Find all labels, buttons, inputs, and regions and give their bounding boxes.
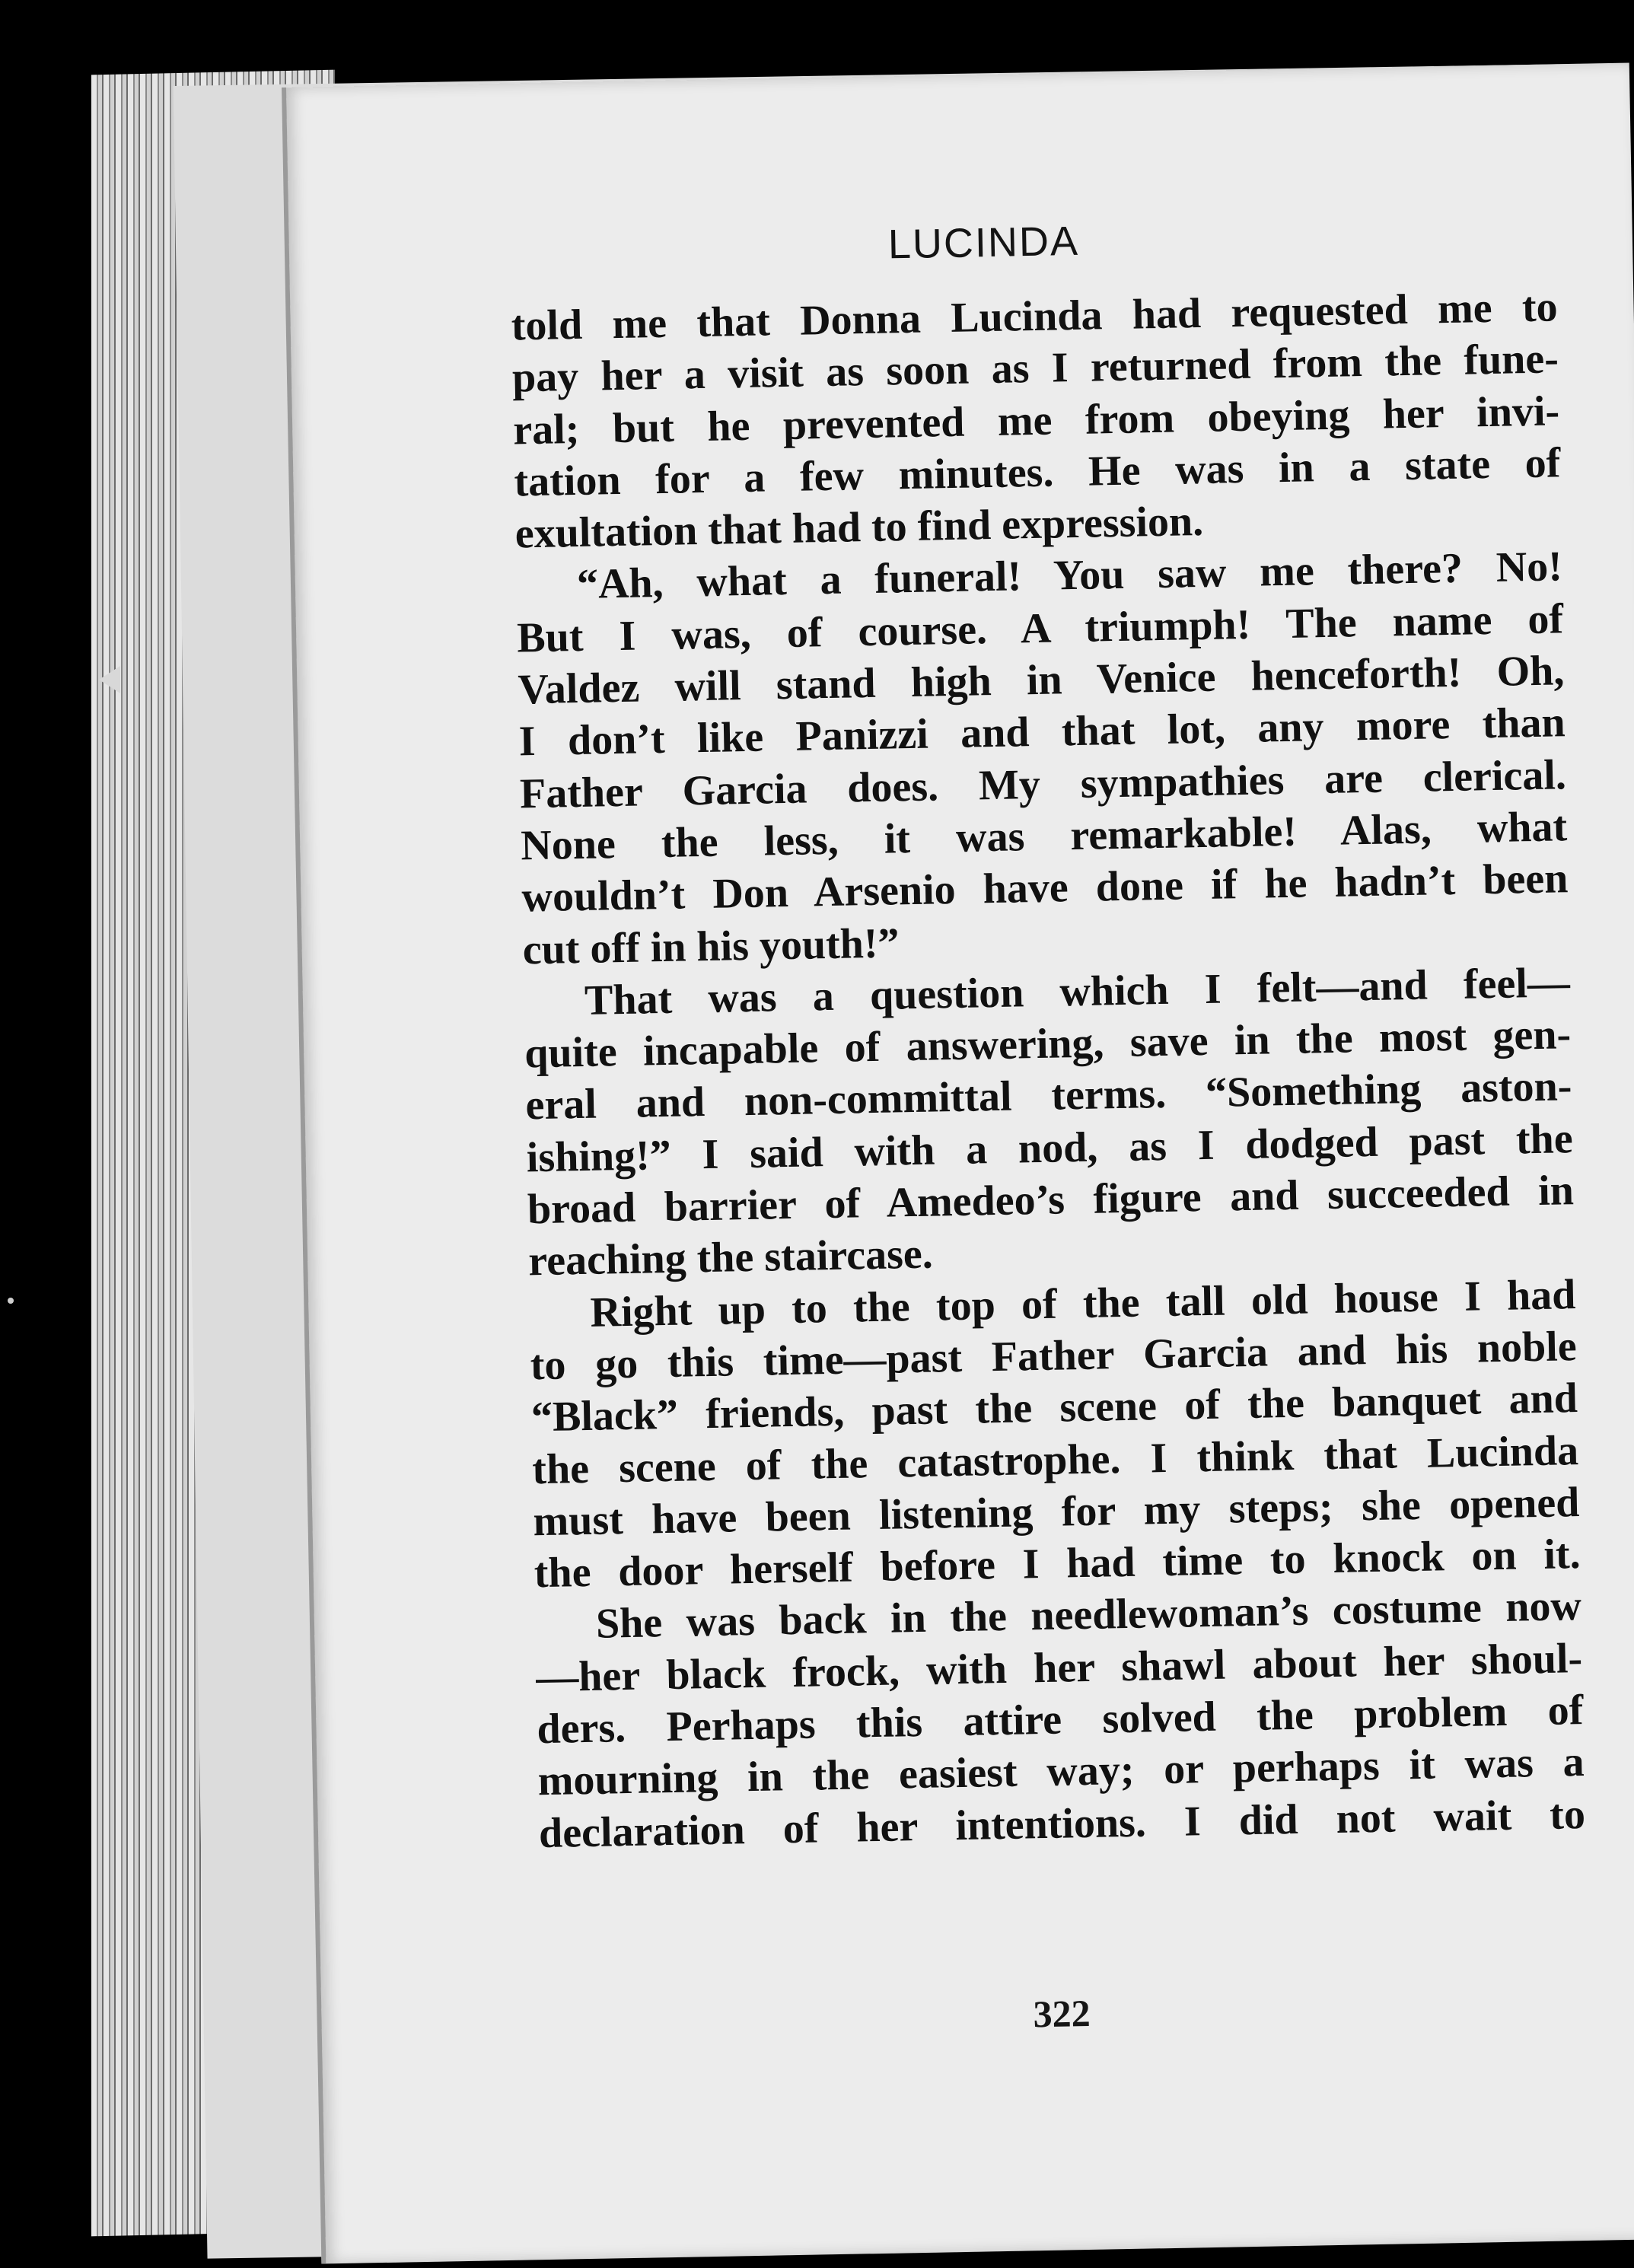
text-line: cut off in his youth!” bbox=[522, 919, 900, 973]
text-line: exultation that had to find expression. bbox=[514, 498, 1204, 558]
text-line: wouldn’t Don Arsenio have done if he hadn’t been bbox=[521, 855, 1569, 922]
text-line: tation for a few minutes. He was in a state of bbox=[513, 439, 1561, 506]
text-line: I don’t like Panizzi and that lot, any more than bbox=[518, 699, 1566, 766]
text-line: mourning in the easiest way; or perhaps it was a bbox=[537, 1738, 1585, 1805]
text-line: That was a question which I felt—and feel— bbox=[584, 959, 1571, 1024]
margin-mark bbox=[99, 666, 120, 693]
text-line: “Ah, what a funeral! You saw me there? No! bbox=[576, 543, 1563, 609]
body-text bbox=[511, 281, 1585, 1859]
text-line: —her black frock, with her shawl about her shoul- bbox=[535, 1634, 1583, 1701]
running-head: LUCINDA bbox=[887, 218, 1080, 268]
text-line: None the less, it was remarkable! Alas, what bbox=[520, 803, 1568, 870]
text-line: ders. Perhaps this attire solved the problem of bbox=[537, 1687, 1584, 1754]
text-line: the scene of the catastrophe. I think that Lucinda bbox=[531, 1426, 1579, 1493]
text-line: declaration of her intentions. I did not wait to bbox=[538, 1790, 1586, 1857]
dust-speck bbox=[8, 1298, 14, 1304]
text-line: Father Garcia does. My sympathies are clerical. bbox=[519, 750, 1567, 818]
text-line: the door herself before I had time to knock on it. bbox=[534, 1531, 1581, 1597]
page-number: 322 bbox=[1033, 1991, 1091, 2036]
text-line: told me that Donna Lucinda had requested me to bbox=[511, 283, 1559, 350]
text-line: quite incapable of answering, save in the most gen- bbox=[524, 1011, 1572, 1078]
text-line: But I was, of course. A triumph! The name of bbox=[516, 595, 1564, 662]
text-line: to go this time—past Father Garcia and his noble bbox=[530, 1323, 1578, 1390]
text-line: must have been listening for my steps; she opened bbox=[533, 1478, 1580, 1546]
text-line: Valdez will stand high in Venice henceforth! Oh, bbox=[517, 647, 1565, 714]
text-line: pay her a visit as soon as I returned from the fune- bbox=[511, 335, 1559, 402]
text-line: reaching the staircase. bbox=[527, 1230, 934, 1285]
text-line: ral; but he prevented me from obeying her invi- bbox=[512, 387, 1560, 454]
text-line: eral and non-committal terms. “Something aston- bbox=[525, 1062, 1572, 1129]
text-line: ishing!” I said with a nod, as I dodged past the bbox=[526, 1114, 1574, 1182]
text-line: broad barrier of Amedeo’s figure and succeeded in bbox=[527, 1167, 1575, 1234]
text-line: Right up to the top of the tall old house I had bbox=[589, 1270, 1576, 1336]
text-line: “Black” friends, past the scene of the banquet and bbox=[530, 1374, 1578, 1441]
text-line: She was back in the needlewoman’s costume now bbox=[595, 1582, 1582, 1648]
book-page bbox=[282, 63, 1634, 2264]
